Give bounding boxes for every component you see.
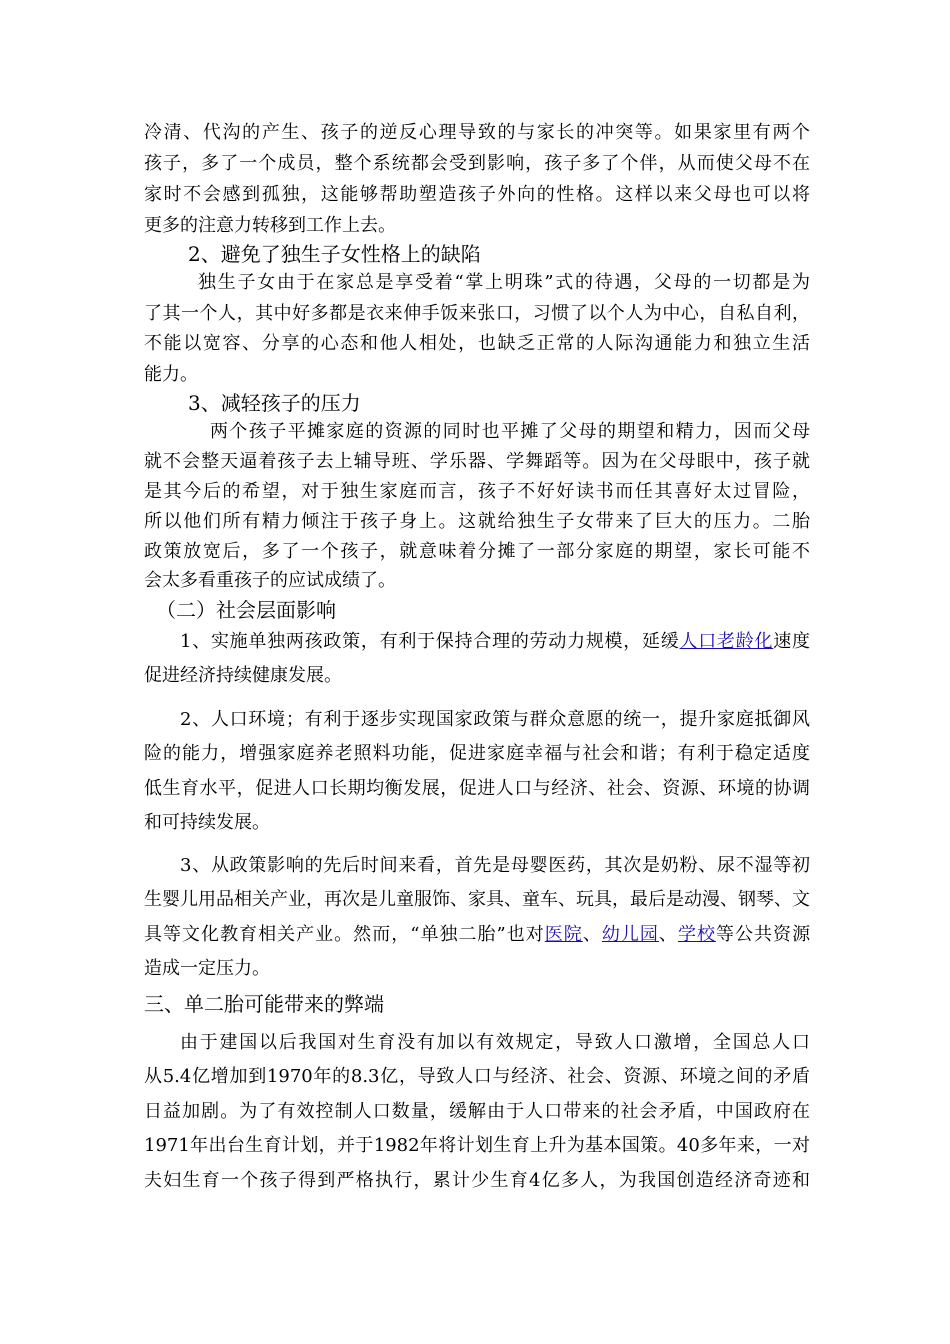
paragraph-line xyxy=(180,633,810,651)
paragraph-line: 夫妇生育一个孩子得到严格执行，累计少生育4亿多人，为我国创造经济奇迹和 xyxy=(144,1170,810,1191)
paragraph-line: 更多的注意力转移到工作上去。 xyxy=(144,215,396,236)
paragraph-line: 是其今后的希望，对于独生家庭而言，孩子不好好读书而任其喜好太过冒险， xyxy=(144,481,810,502)
paragraph-line: 低生育水平，促进人口长期均衡发展，促进人口与经济、社会、资源、环境的协调 xyxy=(144,778,810,799)
link-school[interactable]: 学校 xyxy=(677,924,716,945)
paragraph-line: 家时不会感到孤独，这能够帮助塑造孩子外向的性格。这样以来父母也可以将 xyxy=(144,184,810,205)
paragraph-line: 冷清、代沟的产生、孩子的逆反心理导致的与家长的冲突等。如果家里有两个 xyxy=(144,122,810,143)
paragraph-line: 造成一定压力。 xyxy=(144,958,270,979)
link-kindergarten[interactable]: 幼儿园 xyxy=(601,924,659,945)
paragraph-line: 独生子女由于在家总是享受着“掌上明珠”式的待遇，父母的一切都是为 xyxy=(198,272,810,293)
paragraph-line: 3、从政策影响的先后时间来看，首先是母婴医药，其次是奶粉、尿不湿等初 xyxy=(180,855,810,876)
paragraph-line: 日益加剧。为了有效控制人口数量，缓解由于人口带来的社会矛盾，中国政府在 xyxy=(144,1101,810,1122)
paragraph-line: 2、人口环境；有利于逐步实现国家政策与群众意愿的统一，提升家庭抵御风 xyxy=(180,709,810,730)
text-span: 、 xyxy=(658,924,678,945)
paragraph-line xyxy=(144,926,810,944)
section-heading: 三、单二胎可能带来的弊端 xyxy=(144,992,384,1016)
paragraph-line: 两个孩子平摊家庭的资源的同时也平摊了父母的期望和精力，因而父母 xyxy=(210,421,810,442)
paragraph-line: 1971年出台生育计划，并于1982年将计划生育上升为基本国策。40多年来，一对 xyxy=(144,1135,810,1156)
section-heading: 2、避免了独生子女性格上的缺陷 xyxy=(188,242,481,266)
paragraph-line: 政策放宽后，多了一个孩子，就意味着分摊了一部分家庭的期望，家长可能不 xyxy=(144,541,810,562)
paragraph-line: 和可持续发展。 xyxy=(144,812,270,833)
paragraph-line: 促进经济持续健康发展。 xyxy=(144,665,342,686)
text-span: 、 xyxy=(582,924,602,945)
paragraph-line: 不能以宽容、分享的心态和他人相处，也缺乏正常的人际沟通能力和独立生活 xyxy=(144,333,810,354)
paragraph-line: 所以他们所有精力倾注于孩子身上。这就给独生子女带来了巨大的压力。二胎 xyxy=(144,511,810,532)
paragraph-line: 能力。 xyxy=(144,364,198,385)
link-hospital[interactable]: 医院 xyxy=(544,924,583,945)
paragraph-line: 孩子，多了一个成员，整个系统都会受到影响，孩子多了个伴，从而使父母不在 xyxy=(144,153,810,174)
text-span: 1、实施单独两孩政策，有利于保持合理的劳动力规模，延缓 xyxy=(180,631,680,652)
paragraph-line: 险的能力，增强家庭养老照料功能，促进家庭幸福与社会和谐；有利于稳定适度 xyxy=(144,743,810,764)
paragraph-line: 就不会整天逼着孩子去上辅导班、学乐器、学舞蹈等。因为在父母眼中，孩子就 xyxy=(144,451,810,472)
link-population-aging[interactable]: 人口老龄化 xyxy=(679,631,774,652)
paragraph-line: 会太多看重孩子的应试成绩了。 xyxy=(144,570,396,591)
text-span: 速度 xyxy=(773,631,811,652)
text-span: 等公共资源 xyxy=(716,924,811,945)
paragraph-line: 了其一个人，其中好多都是衣来伸手饭来张口，习惯了以个人为中心，自私自利， xyxy=(144,303,810,324)
text-span: 具等文化教育相关产业。然而，“单独二胎”也对 xyxy=(144,924,545,945)
section-heading: （二）社会层面影响 xyxy=(156,598,336,622)
section-heading: 3、减轻孩子的压力 xyxy=(188,391,361,415)
paragraph-line: 由于建国以后我国对生育没有加以有效规定，导致人口激增，全国总人口 xyxy=(180,1032,810,1053)
paragraph-line: 从5.4亿增加到1970年的8.3亿，导致人口与经济、社会、资源、环境之间的矛盾 xyxy=(144,1066,810,1087)
paragraph-line: 生婴儿用品相关产业，再次是儿童服饰、家具、童车、玩具，最后是动漫、钢琴、文 xyxy=(144,889,810,910)
